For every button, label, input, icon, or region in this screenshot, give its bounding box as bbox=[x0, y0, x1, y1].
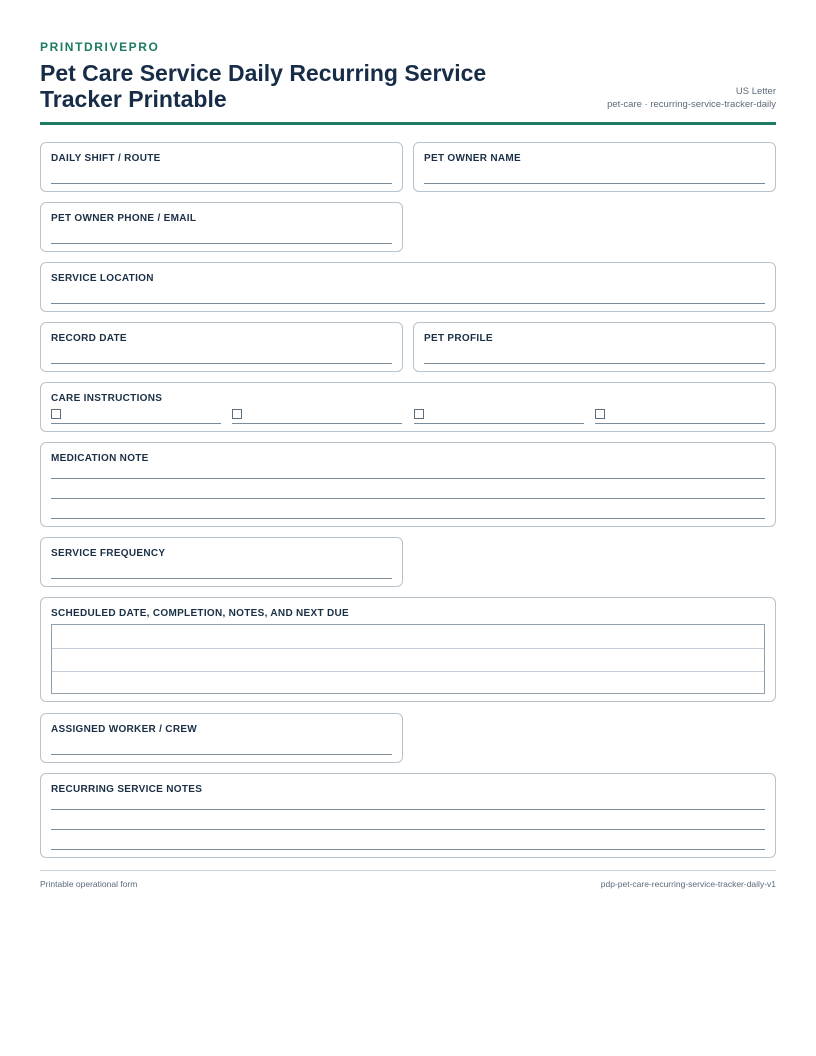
daily-shift-write-line[interactable] bbox=[51, 183, 392, 184]
footer-left-text: Printable operational form bbox=[40, 879, 138, 889]
recurring-notes-write-line[interactable] bbox=[51, 829, 765, 830]
daily-shift-label: DAILY SHIFT / ROUTE bbox=[51, 153, 161, 164]
form-page bbox=[40, 0, 776, 1056]
table-row-divider bbox=[52, 671, 764, 672]
paper-size: US Letter bbox=[735, 86, 776, 97]
medication-note-write-line[interactable] bbox=[51, 498, 765, 499]
recurring-notes-write-line[interactable] bbox=[51, 809, 765, 810]
pet-owner-name-field[interactable] bbox=[413, 142, 776, 192]
pet-owner-name-label: PET OWNER NAME bbox=[424, 153, 521, 164]
schedule-table[interactable] bbox=[51, 624, 765, 694]
pet-owner-contact-label: PET OWNER PHONE / EMAIL bbox=[51, 213, 197, 224]
checkbox[interactable] bbox=[51, 409, 61, 419]
checkbox[interactable] bbox=[595, 409, 605, 419]
footer-divider bbox=[40, 870, 776, 871]
pet-profile-field[interactable] bbox=[413, 322, 776, 372]
record-date-label: RECORD DATE bbox=[51, 333, 127, 344]
care-instruction-write-line[interactable] bbox=[414, 423, 584, 424]
checkbox[interactable] bbox=[232, 409, 242, 419]
care-instruction-item[interactable] bbox=[595, 409, 765, 423]
daily-shift-field[interactable] bbox=[40, 142, 403, 192]
pet-owner-contact-write-line[interactable] bbox=[51, 243, 392, 244]
care-instruction-write-line[interactable] bbox=[232, 423, 402, 424]
recurring-notes-field[interactable] bbox=[40, 773, 776, 858]
pet-profile-write-line[interactable] bbox=[424, 363, 765, 364]
record-date-field[interactable] bbox=[40, 322, 403, 372]
care-instruction-item[interactable] bbox=[51, 409, 221, 423]
pet-owner-name-write-line[interactable] bbox=[424, 183, 765, 184]
care-instructions-field bbox=[40, 382, 776, 432]
footer-form-id: pdp-pet-care-recurring-service-tracker-daily-v1 bbox=[600, 879, 776, 889]
assigned-worker-write-line[interactable] bbox=[51, 754, 392, 755]
service-location-label: SERVICE LOCATION bbox=[51, 273, 154, 284]
pet-owner-contact-field[interactable] bbox=[40, 202, 403, 252]
recurring-notes-write-line[interactable] bbox=[51, 849, 765, 850]
medication-note-write-line[interactable] bbox=[51, 478, 765, 479]
care-instructions-label: CARE INSTRUCTIONS bbox=[51, 393, 163, 404]
record-date-write-line[interactable] bbox=[51, 363, 392, 364]
medication-note-label: MEDICATION NOTE bbox=[51, 453, 149, 464]
header-divider bbox=[40, 122, 776, 125]
page-meta bbox=[607, 85, 776, 111]
care-instruction-write-line[interactable] bbox=[595, 423, 765, 424]
brand-name: PRINTDRIVEPRO bbox=[40, 40, 160, 54]
service-frequency-write-line[interactable] bbox=[51, 578, 392, 579]
schedule-table-label: SCHEDULED DATE, COMPLETION, NOTES, AND NEXT DUE bbox=[51, 608, 350, 619]
service-frequency-label: SERVICE FREQUENCY bbox=[51, 548, 166, 559]
service-frequency-field[interactable] bbox=[40, 537, 403, 587]
care-instruction-item[interactable] bbox=[232, 409, 402, 423]
form-slug: pet-care · recurring-service-tracker-daily bbox=[607, 99, 776, 110]
pet-profile-label: PET PROFILE bbox=[424, 333, 493, 344]
table-row-divider bbox=[52, 648, 764, 649]
medication-note-write-line[interactable] bbox=[51, 518, 765, 519]
medication-note-field[interactable] bbox=[40, 442, 776, 527]
schedule-table-section bbox=[40, 597, 776, 702]
page-title: Pet Care Service Daily Recurring Service Tracker Printable bbox=[40, 60, 487, 112]
recurring-notes-label: RECURRING SERVICE NOTES bbox=[51, 784, 203, 795]
assigned-worker-label: ASSIGNED WORKER / CREW bbox=[51, 724, 198, 735]
service-location-field[interactable] bbox=[40, 262, 776, 312]
care-instruction-write-line[interactable] bbox=[51, 423, 221, 424]
assigned-worker-field[interactable] bbox=[40, 713, 403, 763]
care-instruction-item[interactable] bbox=[414, 409, 584, 423]
checkbox[interactable] bbox=[414, 409, 424, 419]
service-location-write-line[interactable] bbox=[51, 303, 765, 304]
